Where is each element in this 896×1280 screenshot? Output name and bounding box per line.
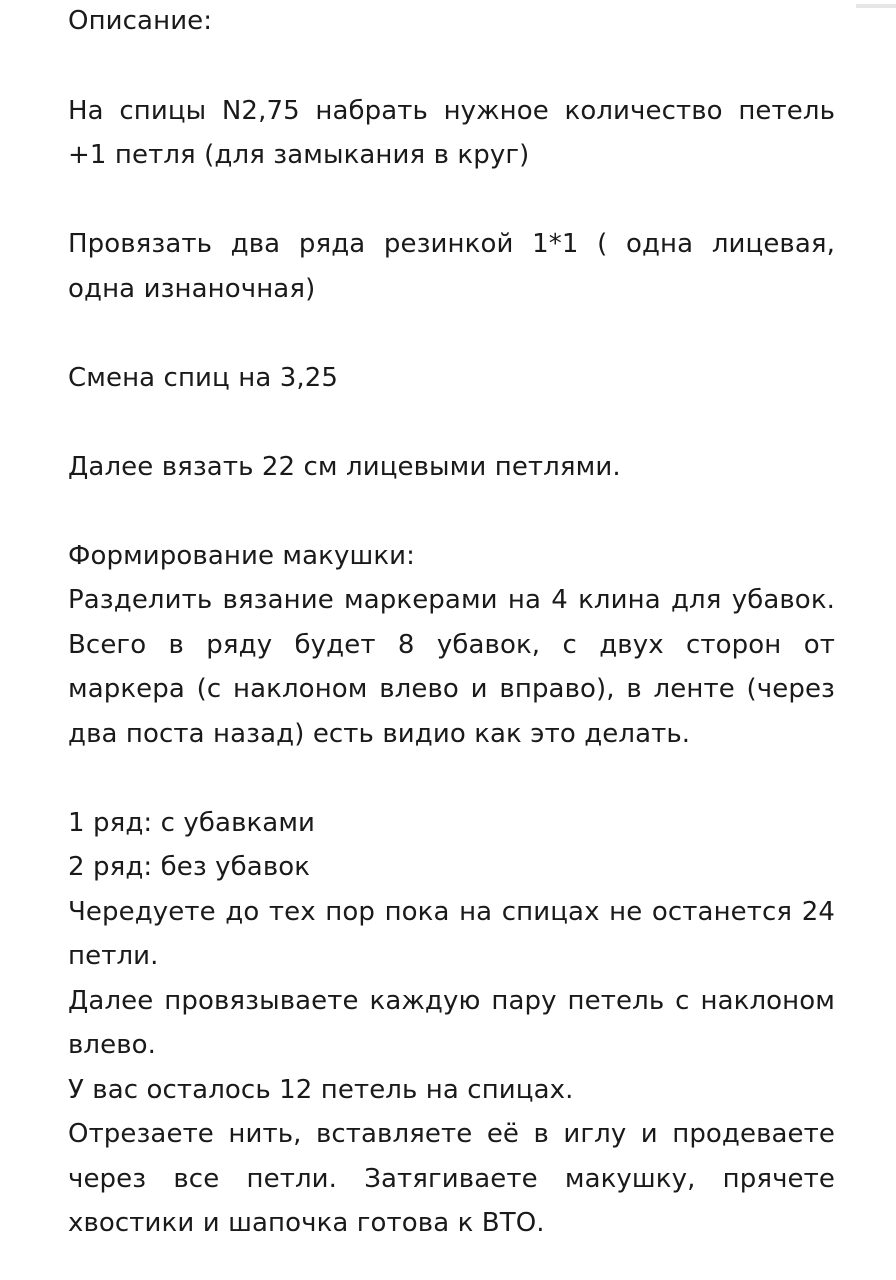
text-line: Чередуете до тех пор пока на спицах не останется 24 [68, 896, 835, 927]
text-line: У вас осталось 12 петель на спицах. [68, 1074, 574, 1105]
text-line: через все петли. Затягиваете макушку, прячете [68, 1163, 835, 1194]
text-line: На спицы N2,75 набрать нужное количество петель [68, 95, 835, 126]
text-line: маркера (с наклоном влево и вправо), в ленте (через [68, 674, 835, 704]
text-line: Всего в ряду будет 8 убавок, с двух сторон от [68, 629, 835, 660]
text-line: Провязать два ряда резинкой 1*1 ( одна лицевая, [68, 229, 835, 259]
text-line: влево. [68, 1030, 157, 1060]
scan-edge-mark [856, 4, 896, 8]
document-body [68, 0, 835, 1246]
text-line: Далее вязать 22 см лицевыми петлями. [68, 451, 621, 482]
paragraph-knit-body [68, 445, 835, 490]
text-line: хвостики и шапочка готова к ВТО. [68, 1208, 545, 1238]
paragraph-needle-change [68, 356, 835, 401]
paragraph-gap [68, 400, 835, 445]
text-line: 1 ряд: с убавками [68, 807, 316, 838]
text-line: одна изнаночная) [68, 273, 316, 304]
text-line: 2 ряд: без убавок [68, 852, 311, 882]
paragraph-gap [68, 178, 835, 223]
description-heading: Описание: [68, 6, 213, 36]
paragraph-gap [68, 311, 835, 356]
text-line: Далее провязываете каждую пару петель с наклоном [68, 985, 835, 1016]
paragraph-gap [68, 42, 835, 87]
text-line: +1 петля (для замыкания в круг) [68, 140, 530, 170]
text-line: Разделить вязание маркерами на 4 клина для убавок. [68, 585, 835, 615]
text-line: Отрезаете нить, вставляете её в иглу и продеваете [68, 1119, 835, 1149]
paragraph-cast-on [68, 89, 835, 178]
paragraph-gap [68, 489, 835, 534]
paragraph-crown [68, 534, 835, 757]
paragraph-decreases [68, 801, 835, 1246]
crown-subheading: Формирование макушки: [68, 540, 416, 571]
paragraph-gap [68, 756, 835, 801]
text-line: петли. [68, 941, 159, 971]
text-line: два поста назад) есть видио как это делать. [68, 718, 691, 749]
paragraph-rib [68, 222, 835, 311]
text-line: Смена спиц на 3,25 [68, 362, 339, 393]
